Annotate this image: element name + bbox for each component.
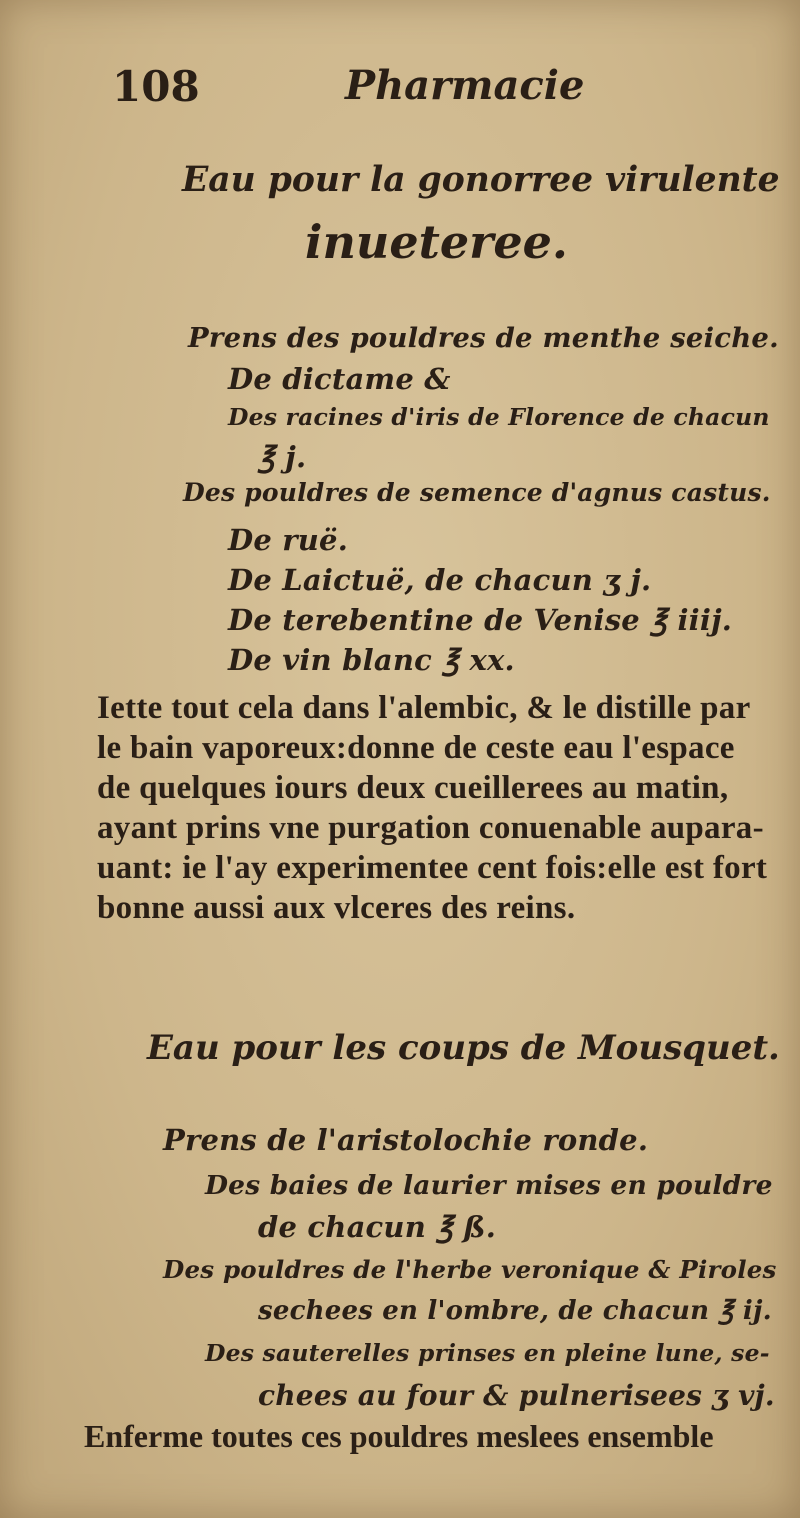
recipe-line: Prens de l'aristolochie ronde. bbox=[163, 1123, 649, 1157]
recipe-line: de chacun ℥ ß. bbox=[258, 1210, 497, 1244]
recipe-line: Des racines d'iris de Florence de chacun bbox=[228, 403, 770, 431]
recipe-line: De Laictuë, de chacun ʒ j. bbox=[228, 563, 652, 597]
recipe-line: De ruë. bbox=[228, 523, 349, 557]
recipe-line: De vin blanc ℥ xx. bbox=[228, 643, 515, 677]
paragraph-line: ayant prins vne purgation conuenable aupara- bbox=[97, 810, 764, 846]
recipe-line: Des sauterelles prinses en pleine lune, se- bbox=[205, 1339, 770, 1367]
recipe-line: De terebentine de Venise ℥ iiij. bbox=[228, 603, 733, 637]
recipe-line: Des baies de laurier mises en pouldre bbox=[205, 1170, 773, 1201]
recipe-line: chees au four & pulnerisees ʒ vj. bbox=[258, 1379, 775, 1412]
paragraph-line: le bain vaporeux:donne de ceste eau l'espace bbox=[97, 730, 735, 766]
paragraph-line: bonne aussi aux vlceres des reins. bbox=[97, 890, 576, 926]
recipe-line: ℥ j. bbox=[258, 440, 307, 474]
recipe-line: De dictame & bbox=[228, 362, 451, 396]
paragraph-line: de quelques iours deux cueillerees au matin, bbox=[97, 770, 729, 806]
paragraph-line: uant: ie l'ay experimentee cent fois:elle est fort bbox=[97, 850, 768, 886]
recipe-line: Prens des pouldres de menthe seiche. bbox=[188, 322, 779, 354]
recipe-line: Des pouldres de semence d'agnus castus. bbox=[183, 478, 771, 507]
section-title-line-2: inueteree. bbox=[305, 215, 568, 269]
paragraph-line: Enferme toutes ces pouldres meslees ensemble bbox=[84, 1418, 714, 1454]
paragraph-line: Iette tout cela dans l'alembic, & le distille par bbox=[97, 690, 751, 726]
recipe-line: sechees en l'ombre, de chacun ℥ ij. bbox=[258, 1296, 772, 1326]
running-title: Pharmacie bbox=[345, 62, 585, 109]
recipe-line: Des pouldres de l'herbe veronique & Piroles bbox=[163, 1255, 777, 1284]
section-title-line-1: Eau pour la gonorree virulente bbox=[182, 160, 780, 200]
section-title: Eau pour les coups de Mousquet. bbox=[147, 1028, 780, 1068]
page-number: 108 bbox=[112, 62, 200, 111]
